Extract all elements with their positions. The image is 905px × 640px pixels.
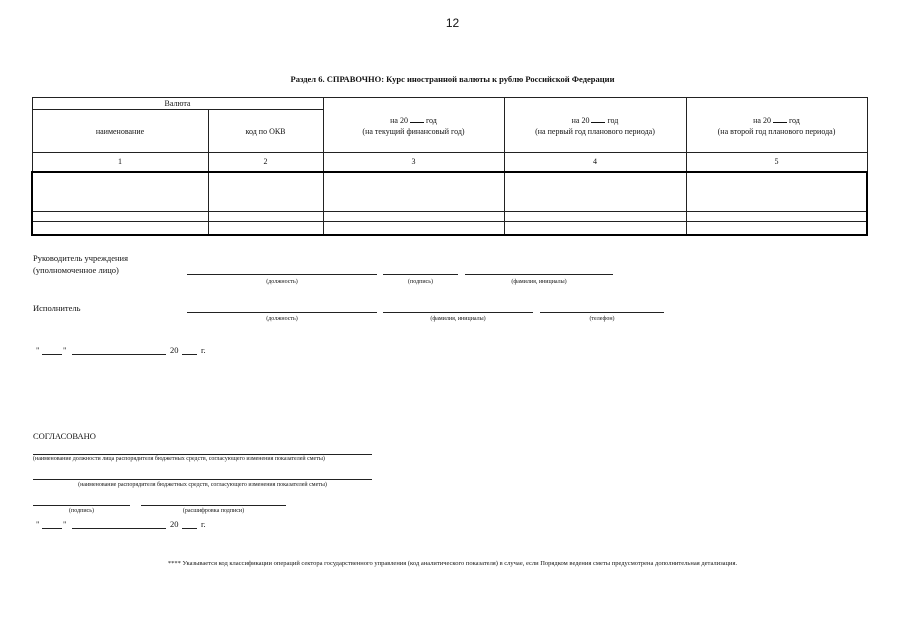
date-quote-open: " <box>36 519 40 529</box>
approval-decode-line[interactable] <box>141 505 286 506</box>
caption-approval-position: (наименование должности лица распорядителя бюджетных средств, согласующего изменения показателей сметы) <box>33 456 325 462</box>
executor-position-line[interactable] <box>187 312 377 313</box>
date-year-prefix: 20 <box>170 345 179 355</box>
col3-header: на 20 год (на текущий финансовый год) <box>323 98 504 153</box>
table-cell[interactable] <box>323 222 504 235</box>
col4-header: на 20 год (на первый год планового периода) <box>504 98 686 153</box>
table-cell[interactable] <box>504 222 686 235</box>
caption-name: (фамилия, инициалы) <box>511 279 567 285</box>
currency-rate-table <box>31 97 868 236</box>
approval-signature-line[interactable] <box>33 505 130 506</box>
approval-position-line[interactable] <box>33 454 372 455</box>
table-cell[interactable] <box>208 212 323 222</box>
date-quote-close: " <box>63 345 67 355</box>
date-suffix: г. <box>201 519 206 529</box>
table-cell[interactable] <box>208 172 323 212</box>
col-name-header: наименование <box>32 110 208 153</box>
caption-approval-org: (наименование распорядителя бюджетных средств, согласующего изменения показателей сметы) <box>78 482 327 488</box>
table-cell[interactable] <box>504 212 686 222</box>
head-label: Руководитель учреждения <box>33 253 129 263</box>
date-quote-open: " <box>36 345 40 355</box>
caption-signature: (подпись) <box>408 279 433 285</box>
head-name-line[interactable] <box>465 274 613 275</box>
table-cell[interactable] <box>32 222 208 235</box>
col-number: 3 <box>323 153 504 172</box>
col5-header: на 20 год (на второй год планового периода) <box>686 98 867 153</box>
table-cell[interactable] <box>686 222 867 235</box>
caption-name: (фамилия, инициалы) <box>430 316 486 322</box>
table-cell[interactable] <box>32 212 208 222</box>
date-year-line[interactable] <box>182 528 197 529</box>
col-number: 4 <box>504 153 686 172</box>
currency-group-header: Валюта <box>32 98 323 110</box>
head-sublabel: (уполномоченное лицо) <box>33 265 119 275</box>
footnote: **** Указывается код классификации операций сектора государственного управления (код аналитического показателя) в случае, если Порядком ведения сметы предусмотрена дополнительная детализация. <box>167 560 738 567</box>
executor-label: Исполнитель <box>33 303 81 313</box>
date-quote-close: " <box>63 519 67 529</box>
table-cell[interactable] <box>504 172 686 212</box>
executor-name-line[interactable] <box>383 312 533 313</box>
section-title: Раздел 6. СПРАВОЧНО: Курс иностранной валюты к рублю Российской Федерации <box>290 74 615 84</box>
date-year-prefix: 20 <box>170 519 179 529</box>
table-cell[interactable] <box>686 172 867 212</box>
col-number: 1 <box>32 153 208 172</box>
caption-phone: (телефон) <box>589 316 615 322</box>
date-month-line[interactable] <box>72 354 166 355</box>
table-cell[interactable] <box>323 212 504 222</box>
table-cell[interactable] <box>208 222 323 235</box>
col-number: 2 <box>208 153 323 172</box>
table-cell[interactable] <box>686 212 867 222</box>
caption-approval-decode: (расшифровка подписи) <box>182 508 245 514</box>
approval-label: СОГЛАСОВАНО <box>33 431 96 441</box>
table-cell[interactable] <box>323 172 504 212</box>
date-day-line[interactable] <box>42 354 62 355</box>
date-suffix: г. <box>201 345 206 355</box>
approval-org-line[interactable] <box>33 479 372 480</box>
page-number: 12 <box>445 16 460 30</box>
col-code-header: код по ОКВ <box>208 110 323 153</box>
head-position-line[interactable] <box>187 274 377 275</box>
caption-approval-signature: (подпись) <box>69 508 94 514</box>
caption-position: (должность) <box>266 279 298 285</box>
col-number: 5 <box>686 153 867 172</box>
executor-phone-line[interactable] <box>540 312 664 313</box>
head-signature-line[interactable] <box>383 274 458 275</box>
caption-position: (должность) <box>266 316 298 322</box>
table-cell[interactable] <box>32 172 208 212</box>
date-day-line[interactable] <box>42 528 62 529</box>
date-month-line[interactable] <box>72 528 166 529</box>
date-year-line[interactable] <box>182 354 197 355</box>
